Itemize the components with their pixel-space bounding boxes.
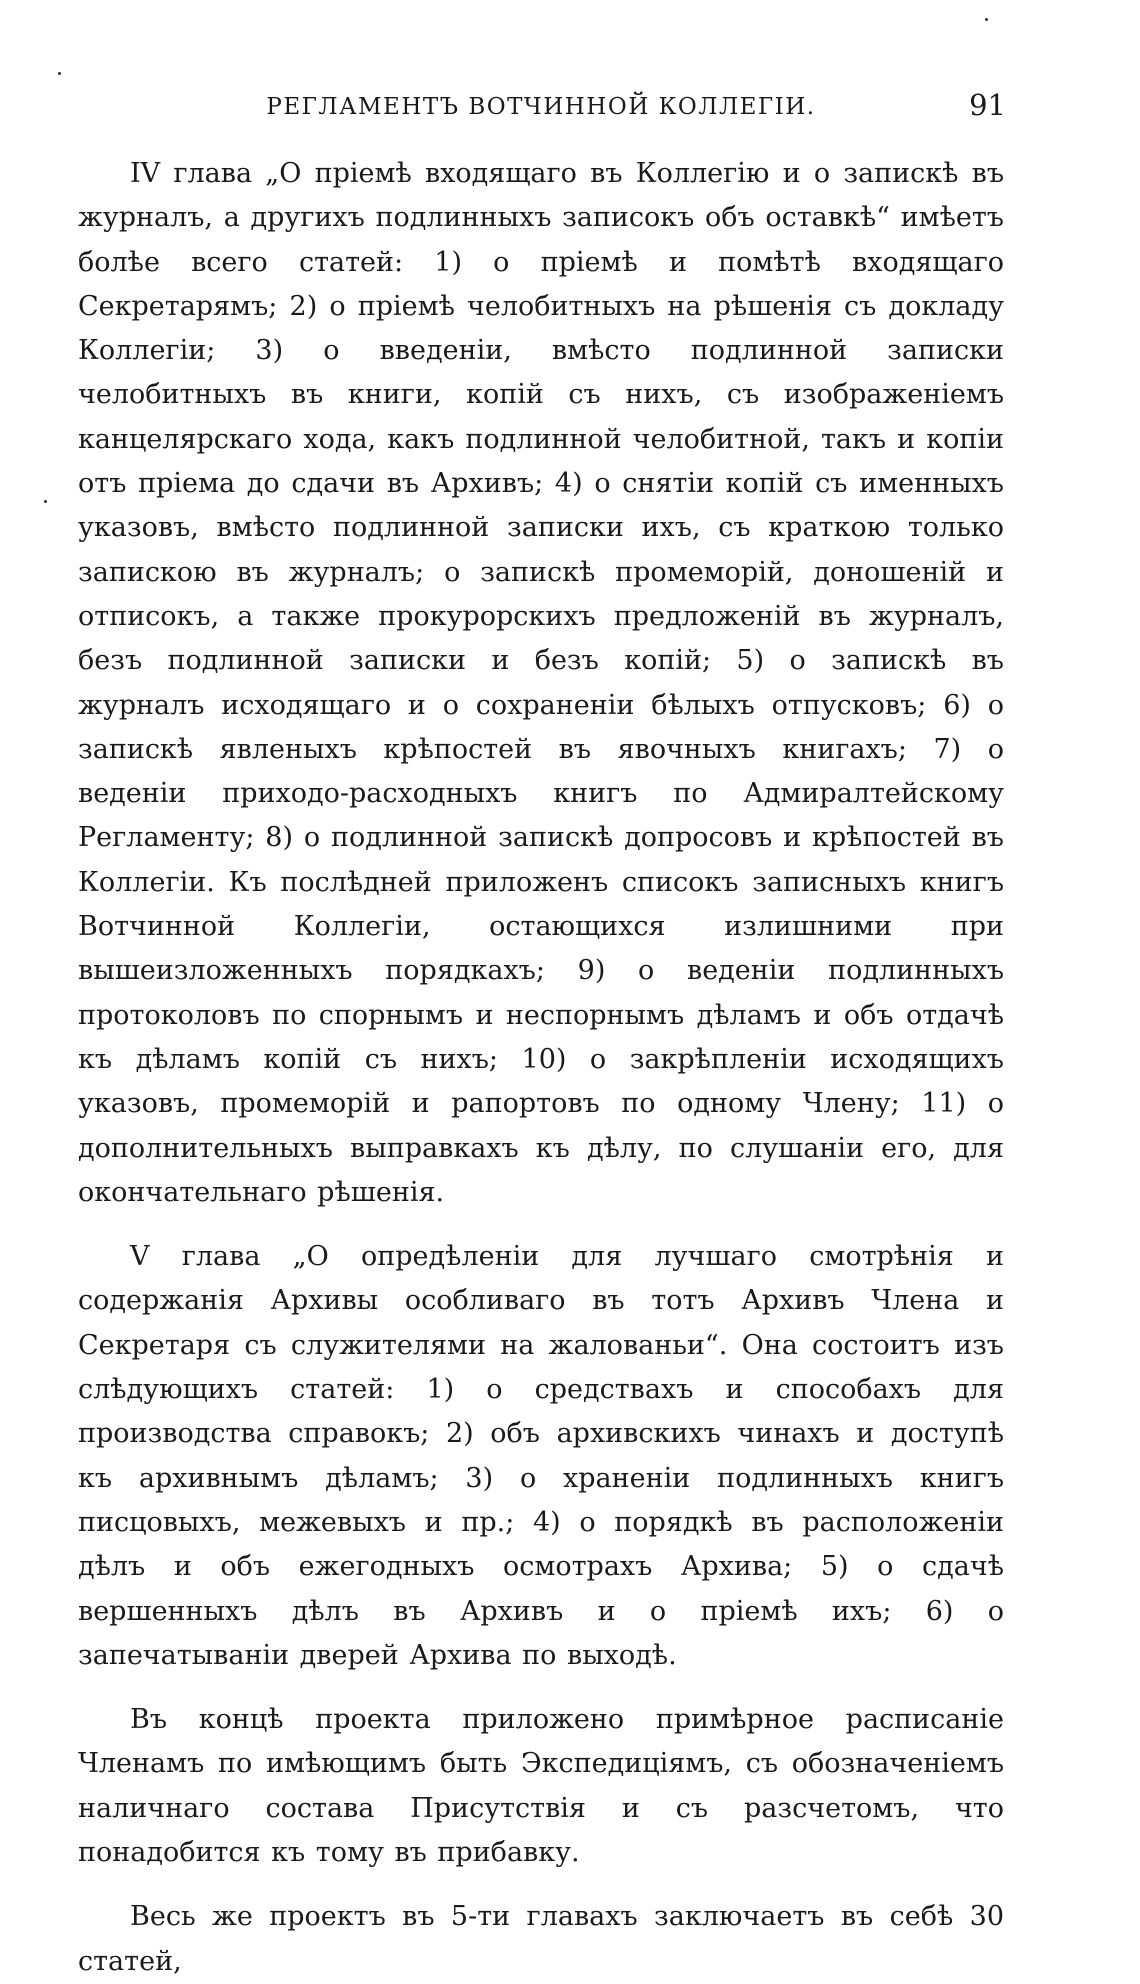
paragraph-chapter-5: V глава „О опредѣленіи для лучшаго смотрѣнія и содержанія Архивы особливаго въ тотъ Архивъ Члена и Секретаря съ служителями на жалованьи“. Она состоитъ изъ слѣдующихъ статей: 1) о средствахъ и способахъ для производства справокъ; 2) объ архивскихъ чинахъ и доступѣ къ архивнымъ дѣламъ; 3) о храненіи подлинныхъ книгъ писцовыхъ, межевыхъ и пр.; 4) о порядкѣ въ расположеніи дѣлъ и объ ежегодныхъ осмотрахъ Архива; 5) о сдачѣ вершенныхъ дѣлъ въ Архивъ и о пріемѣ ихъ; 6) о запечатываніи дверей Архива по выходѣ. (78, 1241, 1004, 1671)
page-number: 91 (969, 88, 1006, 122)
print-speck (58, 72, 61, 75)
paragraph-schedule: Въ концѣ проекта приложено примѣрное расписаніе Членамъ по имѣющимъ быть Экспедиціямъ, съ обозначеніемъ наличнаго состава Присутствія и съ разсчетомъ, что понадобится къ тому въ прибавку. (78, 1704, 1004, 1868)
paragraph-chapter-4: IV глава „О пріемѣ входящаго въ Коллегію и о запискѣ въ журналъ, а другихъ подлинныхъ записокъ объ оставкѣ“ имѣетъ болѣе всего статей: 1) о пріемѣ и помѣтѣ входящаго Секретарямъ; 2) о пріемѣ челобитныхъ на рѣшенія съ докладу Коллегіи; 3) о введеніи, вмѣсто подлинной записки челобитныхъ въ книги, копій съ нихъ, съ изображеніемъ канцелярскаго хода, какъ подлинной челобитной, такъ и копіи отъ пріема до сдачи въ Архивъ; 4) о снятіи копій съ именныхъ указовъ, вмѣсто подлинной записки ихъ, съ краткою только запискою въ журналъ; о запискѣ промеморій, доношеній и отписокъ, а также прокурорскихъ предложеній въ журналъ, безъ подлинной записки и безъ копій; 5) о запискѣ въ журналъ исходящаго и о сохраненіи бѣлыхъ отпусковъ; 6) о запискѣ явленыхъ крѣпостей въ явочныхъ книгахъ; 7) о веденіи приходо-расходныхъ книгъ по Адмиралтейскому Регламенту; 8) о подлинной запискѣ допросовъ и крѣпостей въ Коллегіи. Къ послѣдней приложенъ списокъ записныхъ книгъ Вотчинной Коллегіи, остающихся излишними при вышеизложенныхъ порядкахъ; 9) о веденіи подлинныхъ протоколовъ по спорнымъ и неспорнымъ дѣламъ и объ отдачѣ къ дѣламъ копій съ нихъ; 10) о закрѣпленіи исходящихъ указовъ, промеморій и рапортовъ по одному Члену; 11) о дополнительныхъ выправкахъ къ дѣлу, по слушаніи его, для окончательнаго рѣшенія. (78, 158, 1004, 1208)
running-title: РЕГЛАМЕНТЪ ВОТЧИННОЙ КОЛЛЕГІИ. (266, 94, 816, 120)
body-text (78, 152, 1004, 1984)
print-speck (985, 18, 988, 21)
print-speck (44, 500, 47, 503)
paragraph-summary: Весь же проектъ въ 5-ти главахъ заключаетъ въ себѣ 30 статей, (78, 1901, 1004, 1977)
running-head (76, 88, 1006, 128)
